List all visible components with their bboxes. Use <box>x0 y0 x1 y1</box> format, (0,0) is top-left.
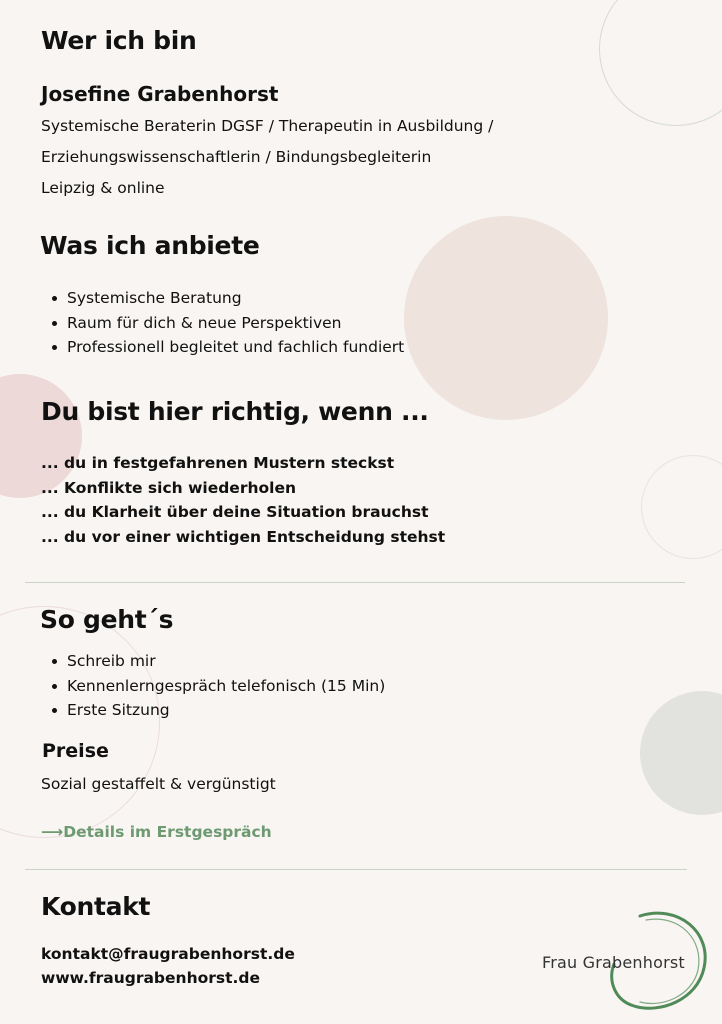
list-item: Raum für dich & neue Perspektiven <box>41 311 404 336</box>
prices-text: Sozial gestaffelt & vergünstigt <box>41 775 276 793</box>
logo-text: Frau Grabenhorst <box>542 953 685 972</box>
contact-email[interactable]: kontakt@fraugrabenhorst.de <box>41 945 295 963</box>
arrow-right-icon: ⟶ <box>41 823 64 841</box>
prices-heading: Preise <box>42 740 109 762</box>
about-role-line-2: Erziehungswissenschaftlerin / Bindungsbegleiterin <box>41 148 432 166</box>
fit-list <box>41 451 445 549</box>
decorative-circle-grey <box>640 691 722 815</box>
list-item: Schreib mir <box>41 649 385 674</box>
divider <box>25 582 685 583</box>
about-role-line-1: Systemische Beraterin DGSF / Therapeutin in Ausbildung / <box>41 117 494 135</box>
list-item: Professionell begleitet und fachlich fundiert <box>41 335 404 360</box>
list-item: ... du in festgefahrenen Mustern steckst <box>41 454 395 472</box>
divider <box>25 869 687 870</box>
offer-heading: Was ich anbiete <box>40 231 260 260</box>
about-name: Josefine Grabenhorst <box>41 82 279 106</box>
list-item: ... Konflikte sich wiederholen <box>41 478 297 497</box>
about-location: Leipzig & online <box>41 179 165 197</box>
steps-list <box>41 649 385 723</box>
contact-heading: Kontakt <box>41 892 151 921</box>
decorative-circle-outline-small <box>641 455 722 559</box>
list-item: Systemische Beratung <box>41 286 404 311</box>
steps-heading: So geht´s <box>40 605 174 634</box>
list-item: Erste Sitzung <box>41 698 385 723</box>
list-item: ... du Klarheit über deine Situation brauchst <box>41 503 429 521</box>
about-heading: Wer ich bin <box>41 26 197 55</box>
fit-heading: Du bist hier richtig, wenn ... <box>41 397 429 426</box>
details-link[interactable] <box>41 823 272 841</box>
list-item: Kennenlerngespräch telefonisch (15 Min) <box>41 674 385 699</box>
decorative-circle-outline <box>599 0 722 126</box>
details-link-label: Details im Erstgespräch <box>63 823 272 841</box>
contact-website[interactable]: www.fraugrabenhorst.de <box>41 969 261 987</box>
decorative-circle-beige <box>404 216 608 420</box>
list-item: ... du vor einer wichtigen Entscheidung stehst <box>41 527 446 546</box>
offer-list <box>41 286 404 360</box>
